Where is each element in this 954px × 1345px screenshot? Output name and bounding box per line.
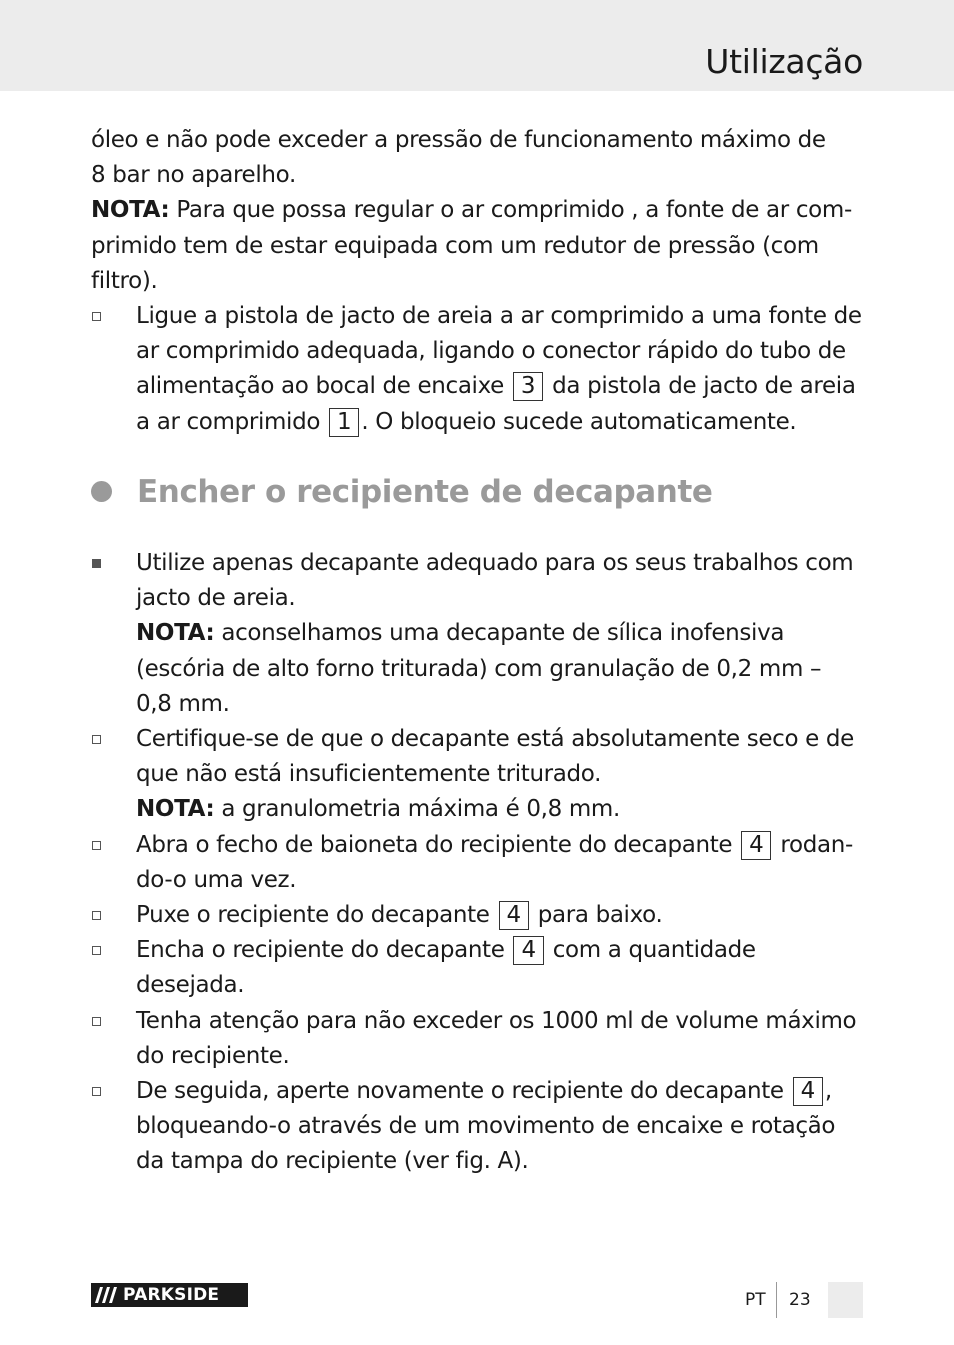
intro-line-1: óleo e não pode exceder a pressão de funcionamento máximo de: [91, 127, 826, 153]
item-text: Abra o fecho de baioneta do recipiente do decapante: [136, 831, 740, 858]
footer-corner-box: [828, 1282, 863, 1318]
note-text: Para que possa regular o ar comprimido , a fonte de ar com-primido tem de estar equipada com um redutor de pressão (com filtro).: [91, 197, 852, 294]
item-text: De seguida, aperte novamente o recipiente do decapante: [136, 1078, 791, 1105]
item-text: rodan-do-o uma vez.: [136, 831, 853, 893]
checkbox-bullet-icon: [92, 735, 101, 744]
ref-number-box: 4: [793, 1077, 823, 1106]
checkbox-bullet-icon: [92, 946, 101, 955]
ref-number-box: 3: [513, 372, 543, 401]
section-title: Encher o recipiente de decapante: [137, 474, 713, 510]
intro-paragraph: [91, 123, 863, 193]
item-text: para baixo.: [530, 902, 663, 929]
item-text: Encha o recipiente do decapante: [136, 937, 512, 964]
note-label: NOTA:: [91, 197, 170, 224]
logo-stripes-icon: [91, 1283, 123, 1307]
intro-note: [91, 193, 863, 299]
page-number: 23: [789, 1290, 811, 1310]
ref-number-box: 4: [513, 936, 543, 965]
note-text: a granulometria máxima é 0,8 mm.: [214, 796, 620, 823]
list-item: [91, 828, 863, 898]
step-text: . O bloqueio sucede automaticamente.: [361, 408, 797, 435]
checkbox-bullet-icon: [92, 1017, 101, 1026]
note-label: NOTA:: [136, 796, 215, 823]
brand-logo: [91, 1283, 248, 1307]
list-item: [91, 1004, 863, 1074]
item-text: Certifique-se de que o decapante está absolutamente seco e de que não está insuficientemente triturado.: [136, 726, 854, 788]
step-text: Ligue a pistola de jacto de areia a ar comprimido a uma fonte de ar comprimido adequada, ligando o conector rápido do tubo de alimentação ao bocal de encaixe: [136, 303, 862, 400]
list-item: [91, 933, 863, 1003]
item-text: Utilize apenas decapante adequado para os seus trabalhos com jacto de areia.: [136, 550, 854, 612]
section-heading: [91, 470, 863, 514]
ref-number-box: 1: [329, 408, 359, 437]
checkbox-bullet-icon: [92, 841, 101, 850]
list-item: [91, 546, 863, 722]
item-text: Tenha atenção para não exceder os 1000 ml de volume máximo do recipiente.: [136, 1007, 857, 1069]
note-label: NOTA:: [136, 620, 215, 647]
ref-number-box: 4: [741, 831, 771, 860]
ref-number-box: 4: [499, 901, 529, 930]
square-bullet-icon: [92, 559, 101, 568]
list-item: [91, 1074, 863, 1180]
checkbox-bullet-icon: [92, 1087, 101, 1096]
item-text: com a quantidade desejada.: [136, 937, 756, 999]
page-header-title: Utilização: [705, 42, 863, 81]
checkbox-bullet-icon: [92, 911, 101, 920]
brand-name: PARKSIDE: [123, 1285, 220, 1305]
item-text: , bloqueando-o através de um movimento de encaixe e rotação da tampa do recipiente (ver fig. A).: [136, 1078, 836, 1175]
section-bullet-icon: [91, 481, 112, 502]
list-item: [91, 299, 863, 440]
checkbox-bullet-icon: [92, 312, 101, 321]
intro-content: [91, 123, 863, 440]
section-content: [91, 546, 863, 1180]
note-text: aconselhamos uma decapante de sílica inofensiva (escória de alto forno triturada) com granulação de 0,2 mm – 0,8 mm.: [136, 620, 822, 717]
intro-line-2: 8 bar no aparelho.: [91, 162, 296, 189]
footer-divider: [776, 1282, 777, 1318]
language-code: PT: [745, 1290, 766, 1310]
item-text: Puxe o recipiente do decapante: [136, 902, 497, 929]
list-item: [91, 898, 863, 933]
step-text: da pistola de jacto de areia a ar comprimido: [136, 373, 856, 435]
list-item: [91, 722, 863, 828]
